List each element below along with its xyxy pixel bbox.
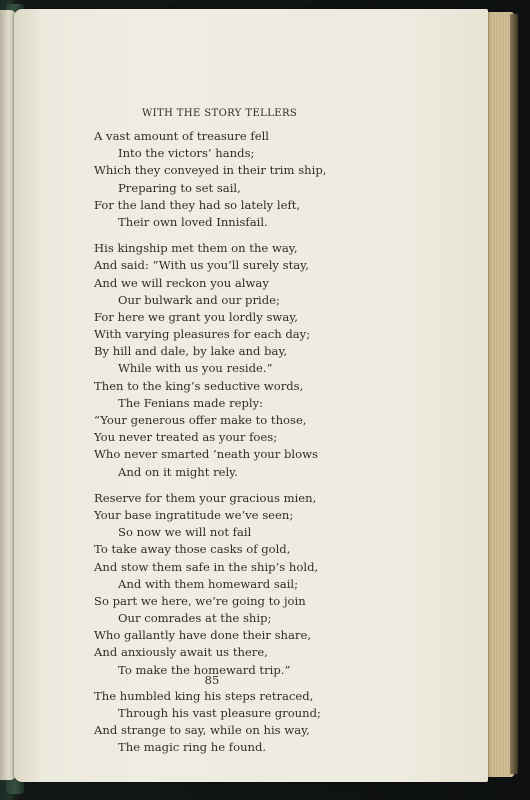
poem-line: By hill and dale, by lake and bay,	[94, 344, 288, 359]
poem-line: The magic ring he found.	[118, 740, 267, 755]
poem-line: While with us you reside.”	[118, 361, 273, 376]
poem-line: And anxiously await us there,	[94, 645, 268, 660]
poem-line: The Fenians made reply:	[118, 395, 264, 410]
stanza	[94, 490, 424, 679]
poem-line: Your base ingratitude we’ve seen;	[94, 507, 294, 522]
poem-line: Reserve for them your gracious mien,	[94, 490, 317, 505]
poem-line: Who never smarted ’neath your blows	[94, 447, 318, 462]
poem-line: The humbled king his steps retraced,	[94, 688, 314, 703]
page-block-shadow	[510, 14, 518, 774]
poem-line: Who gallantly have done their share,	[94, 628, 312, 643]
poem-line: Our comrades at the ship;	[118, 611, 272, 626]
poem-line: And on it might rely.	[118, 464, 238, 479]
poem-line: Into the victors’ hands;	[118, 146, 255, 161]
poem-line: To take away those casks of gold,	[94, 542, 291, 557]
poem-line: Preparing to set sail,	[118, 180, 241, 195]
poem-line: Our bulwark and our pride;	[118, 292, 280, 307]
poem-line: So part we here, we’re going to join	[94, 593, 306, 608]
poem-line: Their own loved Innisfail.	[118, 214, 268, 229]
poem-line: And strange to say, while on his way,	[94, 723, 310, 738]
poem-line: To make the homeward trip.”	[118, 662, 291, 677]
stanza	[94, 240, 424, 481]
poem-line: And we will reckon you alway	[94, 275, 269, 290]
poem-line: Through his vast pleasure ground;	[118, 706, 321, 720]
poem-line: A vast amount of treasure fell	[94, 129, 269, 143]
poem-line: Which they conveyed in their trim ship,	[94, 163, 327, 178]
poem-line: And with them homeward sail;	[118, 576, 299, 591]
poem-line: For the land they had so lately left,	[94, 197, 301, 212]
poem-line: And said: “With us you’ll surely stay,	[94, 258, 309, 273]
poem-line: For here we grant you lordly sway,	[94, 309, 298, 324]
stanza	[94, 128, 424, 231]
page-number: 85	[204, 673, 220, 687]
running-head: WITH THE STORY TELLERS	[142, 108, 298, 119]
poem-line: And stow them safe in the ship’s hold,	[94, 559, 319, 574]
poem-line: His kingship met them on the way,	[94, 241, 298, 256]
stanza	[94, 688, 424, 757]
poem-body	[94, 128, 424, 757]
poem-line: “Your generous offer make to those,	[94, 413, 307, 427]
poem-line: You never treated as your foes;	[94, 430, 278, 445]
poem-line: With varying pleasures for each day;	[94, 327, 311, 342]
poem-line: So now we will not fail	[118, 525, 252, 540]
poem-line: Then to the king’s seductive words,	[94, 378, 304, 393]
